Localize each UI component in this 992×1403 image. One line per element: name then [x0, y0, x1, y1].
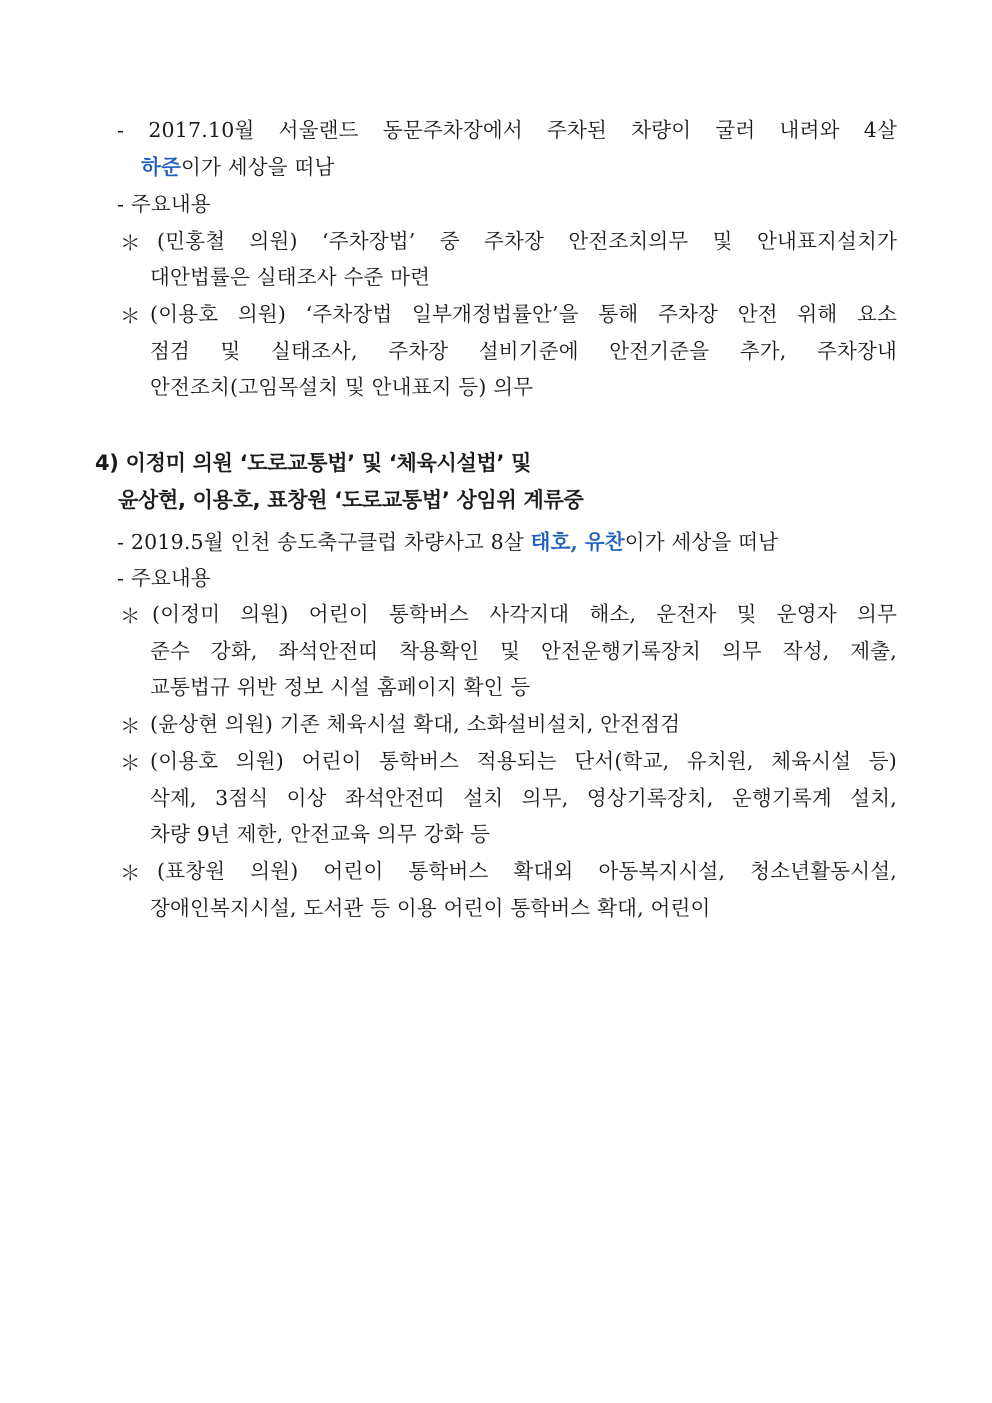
item-line: 대안법률은 실태조사 수준 마련	[150, 265, 431, 289]
item-marker: ＊	[120, 304, 141, 328]
item-line: 장애인복지시설, 도서관 등 이용 어린이 통학버스 확대, 어린이	[150, 896, 711, 920]
item-line: (윤상현 의원) 기존 체육시설 확대, 소화설비설치, 안전점검	[150, 712, 681, 736]
item-marker: ＊	[120, 714, 141, 738]
item-line: (표창원 의원) 어린이 통학버스 확대외 아동복지시설, 청소년활동시설,	[157, 859, 897, 883]
item-line: 교통법규 위반 정보 시설 홈페이지 확인 등	[150, 675, 531, 699]
item-marker: ＊	[120, 604, 141, 628]
event-line-1	[117, 116, 897, 144]
victim-name-2: 유찬	[584, 530, 625, 554]
item-line: (민홍철 의원) ‘주차장법’ 중 주차장 안전조치의무 및 안내표지설치가	[157, 229, 897, 253]
victim-name: 하준	[141, 155, 182, 179]
item-marker: ＊	[120, 861, 141, 885]
event-prefix: -	[117, 118, 125, 142]
item-line: 차량 9년 제한, 안전교육 의무 강화 등	[150, 822, 491, 846]
event-line: - 2019.5월 인천 송도축구클럽 차량사고 8살 태호, 유찬이가 세상을 떠남	[117, 530, 779, 554]
event-text-cont: 이가 세상을 떠남	[181, 155, 335, 179]
item-marker: ＊	[120, 751, 141, 775]
item-line: 준수 강화, 좌석안전띠 착용확인 및 안전운행기록장치 의무 작성, 제출,	[150, 639, 897, 663]
item-line: (이정미 의원) 어린이 통학버스 사각지대 해소, 운전자 및 운영자 의무	[152, 602, 897, 626]
event-text: 2017.10월 서울랜드 동문주차장에서 주차된 차량이 굴러 내려와 4살	[148, 118, 897, 142]
victim-name-1: 태호,	[530, 530, 578, 554]
event-line-2	[141, 153, 334, 181]
section-heading-line-1: 4) 이정미 의원 ‘도로교통법’ 및 ‘체육시설법’ 및	[95, 451, 532, 475]
item-line: 삭제, 3점식 이상 좌석안전띠 설치 의무, 영상기록장치, 운행기록계 설치,	[150, 786, 897, 810]
item-marker: ＊	[120, 231, 141, 255]
item-line: (이용호 의원) 어린이 통학버스 적용되는 단서(학교, 유치원, 체육시설 등)	[150, 749, 897, 773]
section-heading-line-2: 윤상현, 이용호, 표창원 ‘도로교통법’ 상임위 계류중	[118, 488, 584, 512]
summary-label: - 주요내용	[117, 192, 211, 216]
item-line: 점검 및 실태조사, 주차장 설비기준에 안전기준을 추가, 주차장내	[150, 339, 897, 363]
item-line: (이용호 의원) ‘주차장법 일부개정법률안’을 통해 주차장 안전 위해 요소	[150, 302, 897, 326]
summary-label: - 주요내용	[117, 566, 211, 590]
item-line: 안전조치(고임목설치 및 안내표지 등) 의무	[150, 375, 534, 399]
